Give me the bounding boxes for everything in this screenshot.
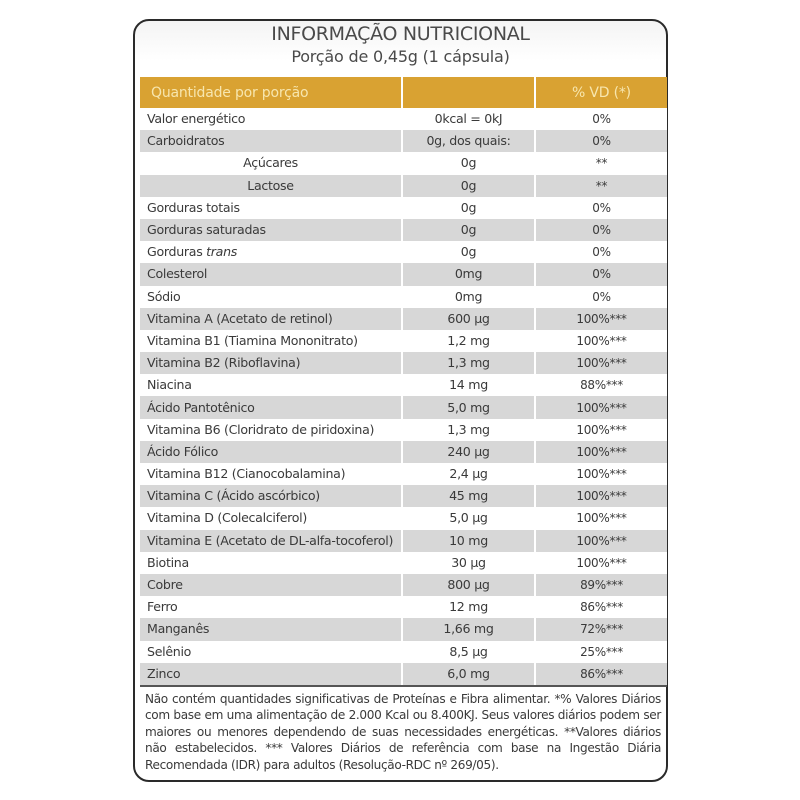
table-row [140,441,667,463]
table-row [140,507,667,529]
table-row [140,352,667,374]
nutrient-daily-value: 100%*** [535,330,667,352]
footnote: Não contém quantidades significativas de Proteínas e Fibra alimentar. *% Valores Diários com base em uma alimentação de 2.000 Kcal ou 8.400KJ. Seus valores diários podem ser maiores ou menores dependendo de suas necessidades energéticas. **Valores diários não estabelecidos. *** Valores Diários de referência com base na Ingestão Diária Recomendada (IDR) para adultos (Resolução-RDC nº 269/05). [145,692,661,772]
nutrient-name [140,330,402,352]
nutrient-name [140,485,402,507]
nutrient-name [140,552,402,574]
nutrient-name-text: Zinco [147,665,181,681]
table-row [140,197,667,219]
nutrient-name [140,219,402,241]
nutrient-name [140,263,402,285]
nutrient-amount: 0g, dos quais: [402,130,535,152]
nutrient-name-text: Gorduras [147,244,207,260]
nutrient-amount: 1,2 mg [402,330,535,352]
nutrient-daily-value: ** [535,152,667,174]
nutrient-daily-value: 100%*** [535,463,667,485]
header-daily-value: % VD (*) [535,77,667,108]
nutrient-amount: 8,5 µg [402,641,535,663]
nutrient-amount: 0mg [402,263,535,285]
table-row [140,219,667,241]
nutrient-amount: 5,0 mg [402,396,535,418]
table-row [140,463,667,485]
nutrient-name-text: Vitamina D (Colecalciferol) [147,510,307,526]
nutrient-name [140,352,402,374]
nutrient-daily-value: 0% [535,219,667,241]
nutrient-daily-value: 0% [535,286,667,308]
nutrient-daily-value: 72%*** [535,618,667,640]
nutrient-name [140,130,402,152]
nutrient-name-text: Colesterol [147,266,208,282]
nutrient-name-text: Açúcares [243,155,298,171]
nutrient-name [140,663,402,686]
nutrient-amount: 5,0 µg [402,507,535,529]
nutrient-name [140,308,402,330]
nutrient-name [140,530,402,552]
nutrient-amount: 800 µg [402,574,535,596]
nutrient-name-text: Biotina [147,554,189,570]
nutrient-amount: 6,0 mg [402,663,535,686]
label-title: INFORMAÇÃO NUTRICIONAL [271,23,530,45]
nutrient-name [140,507,402,529]
nutrient-name-text: Vitamina B6 (Cloridrato de piridoxina) [147,421,375,437]
table-row [140,130,667,152]
nutrient-name [140,286,402,308]
nutrient-amount: 14 mg [402,374,535,396]
nutrient-name-text: Gorduras saturadas [147,222,266,238]
nutrient-amount: 1,66 mg [402,618,535,640]
nutrient-name [140,108,402,130]
nutrient-name-text: Vitamina C (Ácido ascórbico) [147,488,320,504]
table-row [140,618,667,640]
nutrient-amount: 45 mg [402,485,535,507]
table-row [140,396,667,418]
nutrient-name-text: Vitamina B2 (Riboflavina) [147,355,301,371]
nutrient-daily-value: 25%*** [535,641,667,663]
nutrient-name-italic: trans [206,244,238,260]
nutrient-amount: 600 µg [402,308,535,330]
table-header-row [140,77,667,108]
nutrient-amount: 0g [402,241,535,263]
nutrient-name [140,463,402,485]
nutrient-name [140,374,402,396]
nutrient-daily-value: 0% [535,130,667,152]
table-row [140,152,667,174]
nutrient-daily-value: 100%*** [535,507,667,529]
nutrient-daily-value: 0% [535,108,667,130]
table-body [140,108,667,686]
nutrient-name-text: Ferro [147,599,178,615]
nutrient-daily-value: 100%*** [535,485,667,507]
header-amount [402,77,535,108]
nutrient-amount: 30 µg [402,552,535,574]
nutrient-name-text: Sódio [147,288,181,304]
nutrient-amount: 10 mg [402,530,535,552]
nutrient-name [140,419,402,441]
table-row [140,596,667,618]
nutrient-daily-value: 100%*** [535,552,667,574]
serving-size: Porção de 0,45g (1 cápsula) [291,47,510,66]
nutrient-daily-value: 88%*** [535,374,667,396]
nutrient-name-text: Ácido Fólico [147,443,219,459]
nutrient-daily-value: 100%*** [535,419,667,441]
nutrient-amount: 0mg [402,286,535,308]
nutrient-name-text: Gorduras totais [147,199,240,215]
nutrient-name-text: Vitamina E (Acetato de DL-alfa-tocoferol) [147,532,394,548]
nutrient-name-text: Carboidratos [147,133,225,149]
nutrient-daily-value: 89%*** [535,574,667,596]
table-row [140,530,667,552]
nutrient-name [140,175,402,197]
nutrient-amount: 1,3 mg [402,419,535,441]
table-row [140,552,667,574]
nutrient-name [140,152,402,174]
nutrient-daily-value: 100%*** [535,396,667,418]
nutrient-daily-value: 100%*** [535,441,667,463]
nutrient-amount: 1,3 mg [402,352,535,374]
nutrient-daily-value: 0% [535,197,667,219]
nutrient-amount: 0kcal = 0kJ [402,108,535,130]
nutrient-name [140,241,402,263]
header-quantity: Quantidade por porção [140,77,402,108]
nutrient-amount: 0g [402,197,535,219]
nutrient-amount: 240 µg [402,441,535,463]
table-row [140,286,667,308]
nutrient-name-text: Vitamina B1 (Tiamina Mononitrato) [147,332,358,348]
nutrient-name [140,574,402,596]
table-row [140,419,667,441]
nutrient-name-text: Selênio [147,643,192,659]
table-row [140,330,667,352]
nutrient-amount: 0g [402,175,535,197]
nutrient-daily-value: 100%*** [535,530,667,552]
nutrient-amount: 2,4 µg [402,463,535,485]
table-row [140,485,667,507]
table-row [140,374,667,396]
table-row [140,263,667,285]
nutrient-daily-value: 86%*** [535,663,667,686]
nutrient-amount: 12 mg [402,596,535,618]
nutrient-name-text: Vitamina A (Acetato de retinol) [147,310,333,326]
table-row [140,641,667,663]
nutrient-name-text: Niacina [147,377,192,393]
table-row [140,175,667,197]
nutrient-daily-value: 100%*** [535,308,667,330]
nutrient-name [140,441,402,463]
nutrient-name [140,596,402,618]
table-row [140,108,667,130]
nutrient-name [140,618,402,640]
nutrition-table [140,77,667,687]
nutrient-daily-value: 0% [535,263,667,285]
nutrient-name-text: Valor energético [147,111,246,127]
nutrient-daily-value: ** [535,175,667,197]
nutrient-name-text: Cobre [147,577,183,593]
nutrient-name-text: Vitamina B12 (Cianocobalamina) [147,466,346,482]
table-row [140,241,667,263]
nutrient-amount: 0g [402,219,535,241]
nutrient-daily-value: 0% [535,241,667,263]
nutrient-amount: 0g [402,152,535,174]
nutrient-daily-value: 100%*** [535,352,667,374]
nutrient-name-text: Ácido Pantotênico [147,399,255,415]
nutrient-daily-value: 86%*** [535,596,667,618]
table-row [140,308,667,330]
nutrient-name [140,197,402,219]
table-row [140,663,667,686]
nutrient-name-text: Manganês [147,621,210,637]
nutrient-name-text: Lactose [247,177,294,193]
nutrient-name [140,641,402,663]
table-row [140,574,667,596]
nutrient-name [140,396,402,418]
